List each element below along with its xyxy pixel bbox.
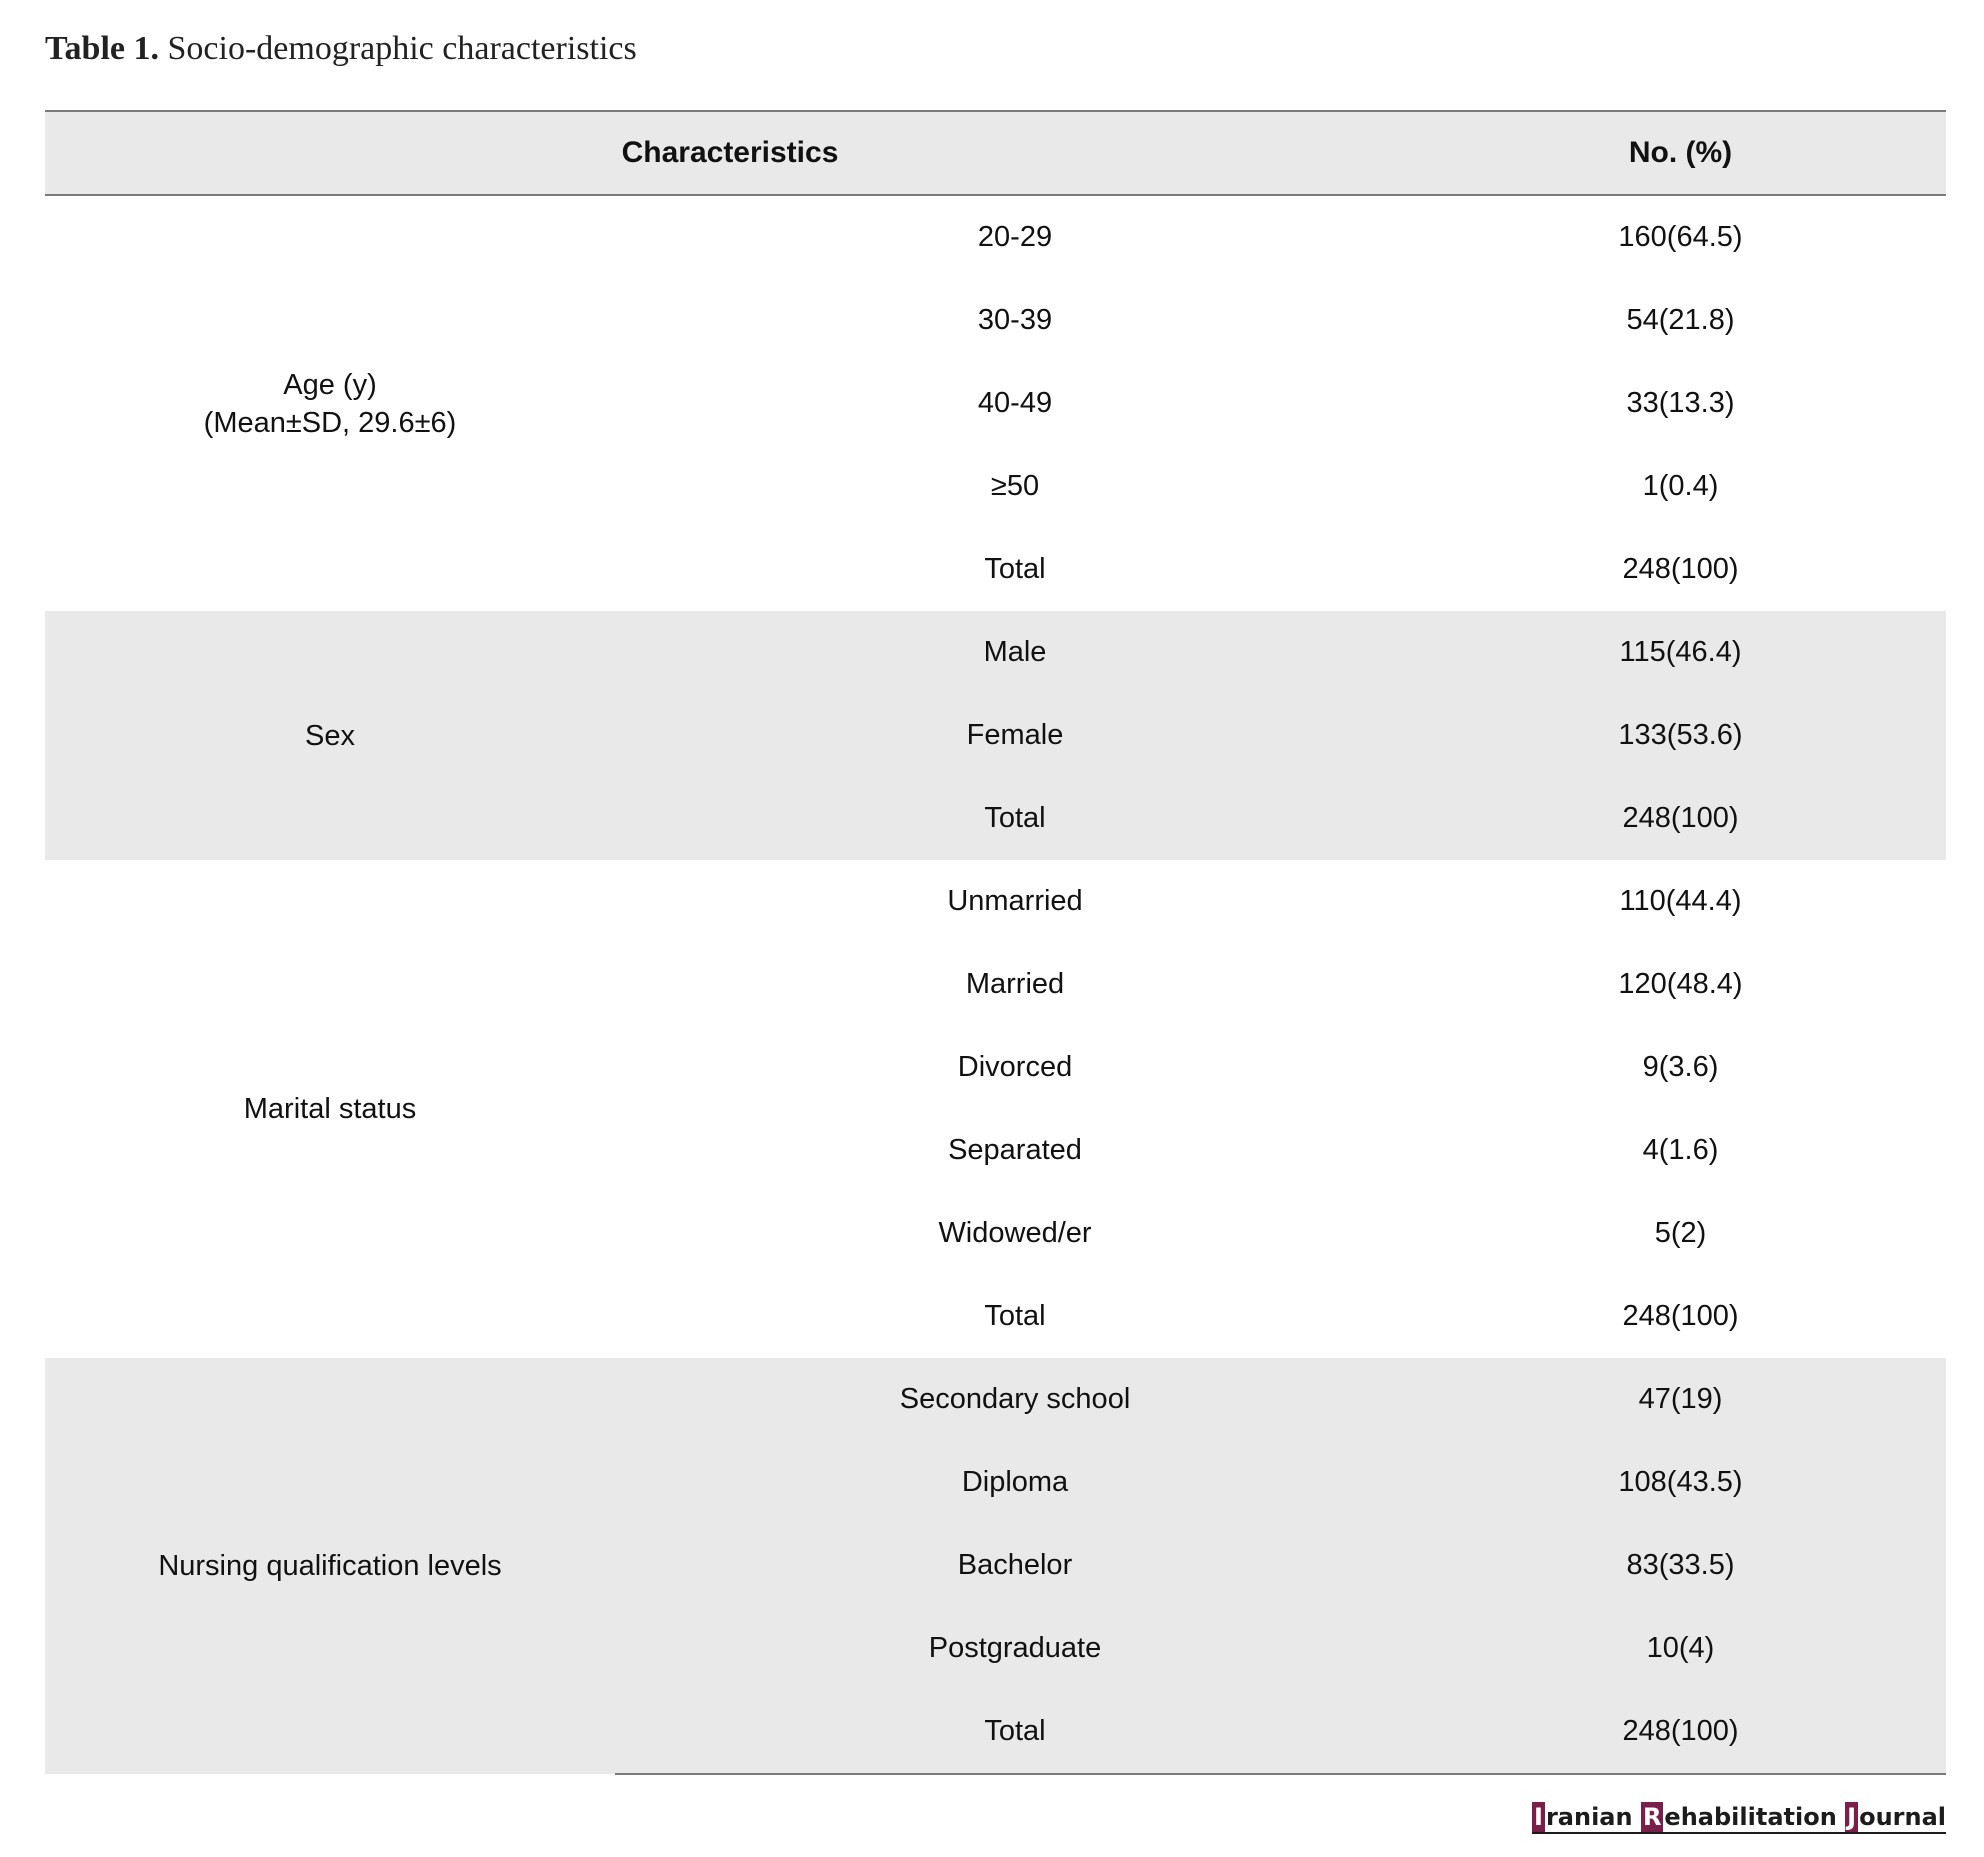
row-group: [45, 1358, 1946, 1774]
category-cell: 20-29: [977, 221, 1053, 253]
category-cell: Married: [965, 968, 1065, 1000]
category-cell: 30-39: [977, 304, 1053, 336]
value-cell: 160(64.5): [1618, 221, 1743, 253]
value-cell: 10(4): [1415, 1607, 1946, 1690]
category-cell: Separated: [948, 1134, 1082, 1166]
caption-text: Socio-demographic characteristics: [167, 30, 637, 67]
logo-initial-j: J: [1847, 1803, 1857, 1831]
value-cell: 120(48.4): [1618, 968, 1743, 1000]
value-cell: 115(46.4): [1415, 611, 1946, 694]
value-cell: 47(19): [1415, 1358, 1946, 1441]
category-cell: Diploma: [615, 1441, 1415, 1524]
logo-text-ehabilitation: ehabilitation: [1664, 1803, 1846, 1831]
table-header: [45, 111, 1946, 195]
value-cell: 54(21.8): [1626, 304, 1735, 336]
value-cell: 33(13.3): [1626, 387, 1735, 419]
table-row: [45, 1358, 1946, 1441]
journal-logo: [1532, 1802, 1946, 1834]
value-cell: 9(3.6): [1642, 1051, 1719, 1083]
category-cell: Divorced: [957, 1051, 1073, 1083]
table-row: [45, 611, 1946, 694]
value-cell: 133(53.6): [1415, 694, 1946, 777]
logo-initial-i: I: [1534, 1803, 1543, 1831]
caption-label: Table 1.: [45, 30, 160, 67]
category-cell: ≥50: [990, 470, 1040, 502]
value-cell: 110(44.4): [1619, 885, 1742, 917]
header-characteristics: Characteristics: [45, 111, 1415, 195]
value-cell: 248(100): [1415, 777, 1946, 860]
logo-text-ranian: ranian: [1545, 1803, 1641, 1831]
header-row: [45, 111, 1946, 195]
value-cell: 5(2): [1654, 1217, 1707, 1249]
group-label-cell: [45, 1358, 615, 1774]
value-cell: 108(43.5): [1415, 1441, 1946, 1524]
value-cell: 83(33.5): [1415, 1524, 1946, 1607]
group-note: (Mean±SD, 29.6±6): [203, 406, 457, 439]
category-cell: Postgraduate: [615, 1607, 1415, 1690]
value-cell: 1(0.4): [1642, 470, 1719, 502]
category-cell: Total: [615, 777, 1415, 860]
value-cell: 248(100): [1415, 1690, 1946, 1774]
category-cell: Female: [615, 694, 1415, 777]
table-row: [45, 860, 1946, 943]
value-cell: 4(1.6): [1642, 1134, 1719, 1166]
table-caption: [45, 30, 637, 68]
table-row: [45, 195, 1946, 279]
group-label: Age (y): [283, 368, 377, 401]
group-label: Sex: [305, 719, 355, 752]
category-cell: Unmarried: [947, 885, 1083, 917]
group-label: Marital status: [243, 1093, 417, 1125]
category-cell: Total: [615, 1690, 1415, 1774]
group-label-cell: [45, 611, 615, 860]
category-cell: Total: [984, 1300, 1046, 1332]
group-label-cell: [45, 195, 615, 611]
row-group: [45, 860, 1946, 1358]
category-cell: Bachelor: [615, 1524, 1415, 1607]
logo-initial-r: R: [1642, 1803, 1662, 1831]
group-label-cell: [45, 860, 615, 1358]
category-cell: Widowed/er: [938, 1217, 1092, 1249]
socio-demographic-table: [45, 110, 1946, 1775]
row-group: [45, 611, 1946, 860]
row-group: [45, 195, 1946, 611]
header-value: No. (%): [1415, 111, 1946, 195]
group-label: Nursing qualification levels: [158, 1550, 502, 1582]
value-cell: 248(100): [1622, 1300, 1739, 1332]
logo-text-ournal: ournal: [1859, 1803, 1946, 1831]
category-cell: 40-49: [977, 387, 1053, 419]
category-cell: Total: [984, 553, 1046, 585]
value-cell: 248(100): [1622, 553, 1739, 585]
category-cell: Male: [615, 611, 1415, 694]
category-cell: Secondary school: [615, 1358, 1415, 1441]
